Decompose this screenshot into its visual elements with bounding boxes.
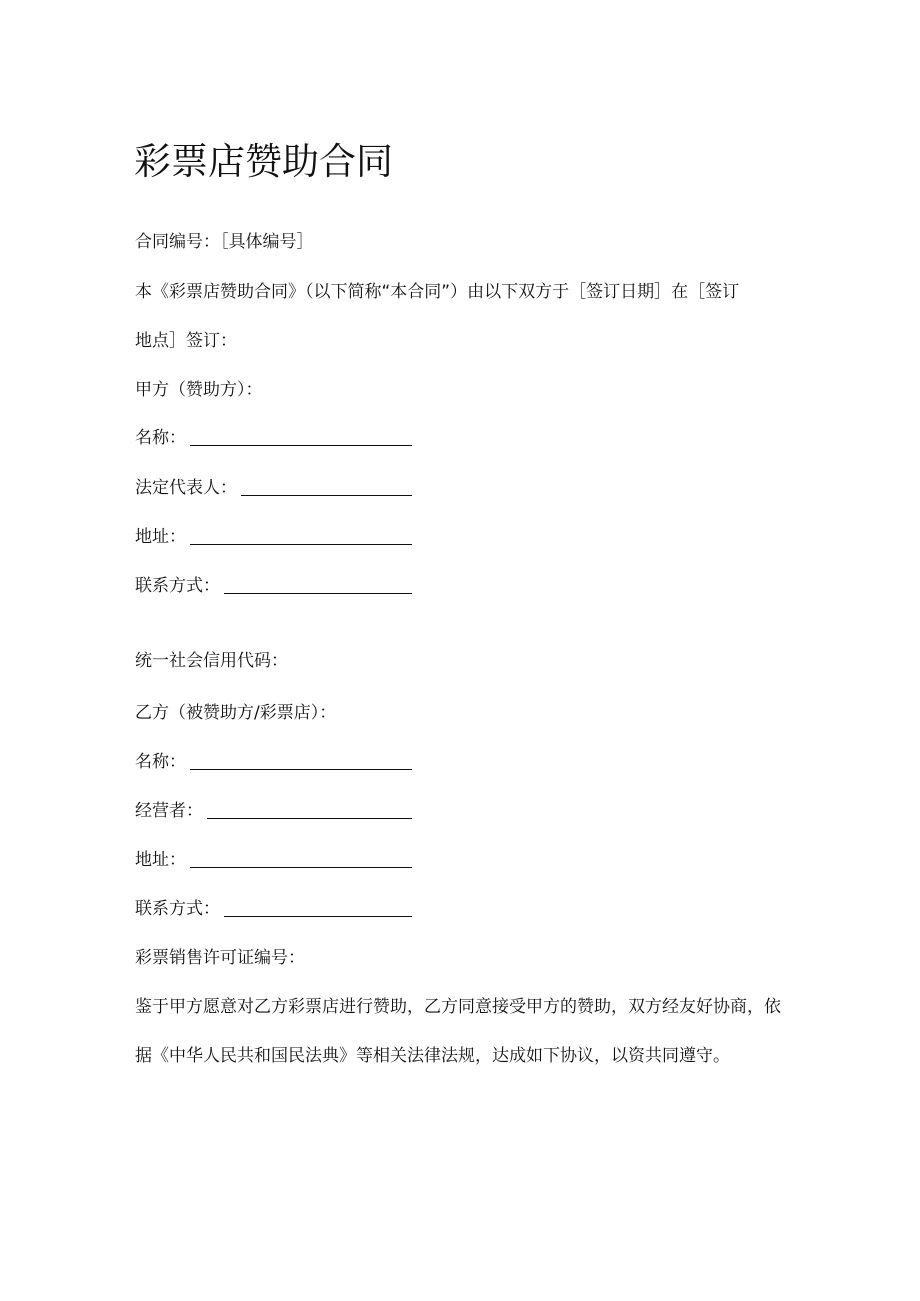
party-a-address-blank <box>190 528 412 545</box>
document-title: 彩票店赞助合同 <box>134 140 393 183</box>
party-b-operator-label: 经营者： <box>135 801 203 821</box>
party-b-address-label: 地址： <box>135 850 186 870</box>
party-a-name-label: 名称： <box>135 428 186 448</box>
party-b-address-field <box>135 848 412 872</box>
party-a-contact-field <box>135 574 412 598</box>
party-b-contact-field <box>135 897 412 921</box>
party-a-credit-code: 统一社会信用代码： <box>135 651 288 671</box>
recital-line-1: 鉴于甲方愿意对乙方彩票店进行赞助，乙方同意接受甲方的赞助，双方经友好协商，依 <box>135 997 781 1017</box>
recital-line-2: 据《中华人民共和国民法典》等相关法律法规，达成如下协议，以资共同遵守。 <box>135 1046 730 1066</box>
intro-line-2: 地点］签订： <box>135 331 237 351</box>
party-b-operator-field <box>135 799 412 823</box>
party-b-operator-blank <box>207 802 412 819</box>
contract-number: 合同编号：［具体编号］ <box>135 232 314 252</box>
party-b-contact-blank <box>224 900 412 917</box>
party-a-address-field <box>135 525 412 549</box>
party-a-contact-blank <box>224 577 412 594</box>
party-b-heading: 乙方（被赞助方/彩票店）： <box>135 703 337 723</box>
party-b-name-label: 名称： <box>135 752 186 772</box>
party-b-name-blank <box>190 753 412 770</box>
party-a-name-blank <box>190 429 412 446</box>
party-b-license-number: 彩票销售许可证编号： <box>135 948 305 968</box>
party-a-name-field <box>135 426 412 450</box>
intro-line-1: 本《彩票店赞助合同》（以下简称“本合同”）由以下双方于［签订日期］在［签订 <box>135 282 740 302</box>
party-b-name-field <box>135 750 412 774</box>
party-a-representative-label: 法定代表人： <box>135 478 237 498</box>
party-a-representative-field <box>135 476 412 500</box>
party-a-representative-blank <box>241 479 412 496</box>
party-a-contact-label: 联系方式： <box>135 576 220 596</box>
party-b-contact-label: 联系方式： <box>135 899 220 919</box>
party-a-address-label: 地址： <box>135 527 186 547</box>
party-b-address-blank <box>190 851 412 868</box>
party-a-heading: 甲方（赞助方）： <box>135 380 263 400</box>
